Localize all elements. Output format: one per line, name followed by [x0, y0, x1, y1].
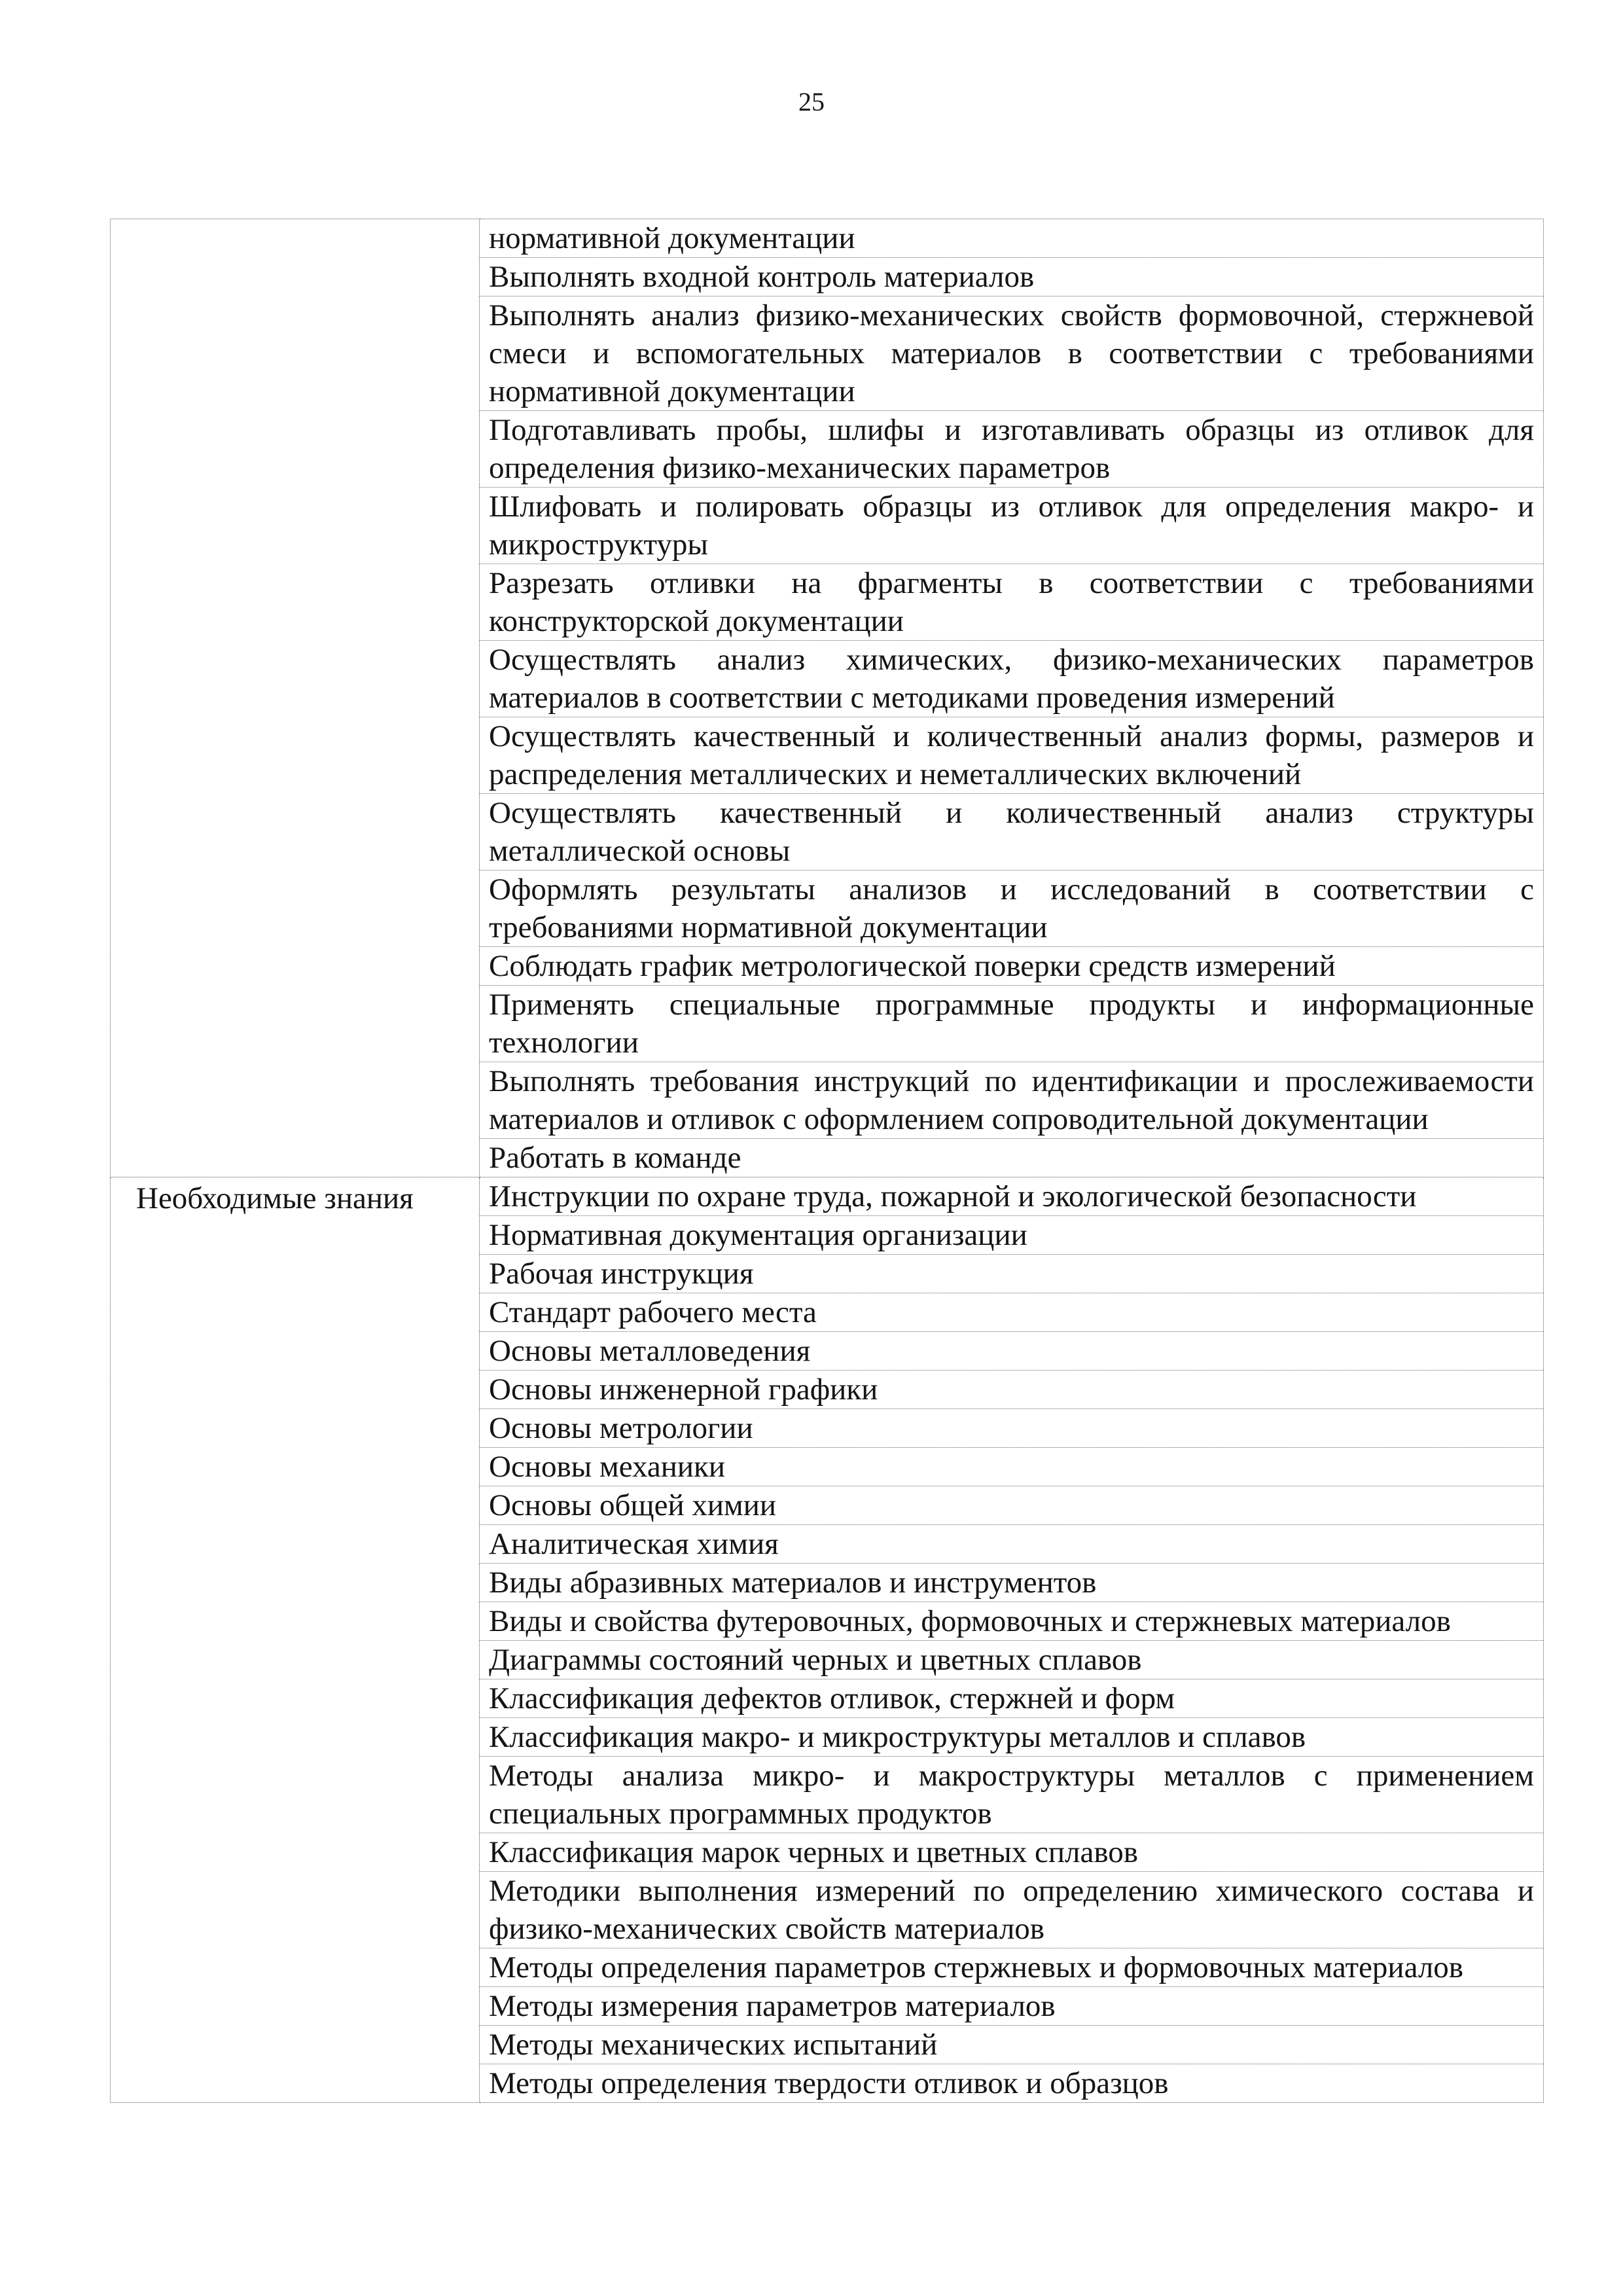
list-item: Стандарт рабочего места	[480, 1293, 1543, 1332]
list-item: Методы анализа микро- и макроструктуры металлов с применением специальных программных продуктов	[480, 1757, 1543, 1833]
list-item: Выполнять входной контроль материалов	[480, 258, 1543, 296]
list-item: Основы механики	[480, 1448, 1543, 1486]
list-item: Диаграммы состояний черных и цветных сплавов	[480, 1641, 1543, 1679]
list-item: Классификация дефектов отливок, стержней и форм	[480, 1679, 1543, 1718]
list-item: Шлифовать и полировать образцы из отливок для определения макро- и микроструктуры	[480, 488, 1543, 564]
list-item: Разрезать отливки на фрагменты в соответствии с требованиями конструкторской документации	[480, 564, 1543, 641]
list-item: Оформлять результаты анализов и исследований в соответствии с требованиями нормативной документации	[480, 870, 1543, 947]
list-item: Подготавливать пробы, шлифы и изготавливать образцы из отливок для определения физико-механических параметров	[480, 411, 1543, 488]
table-row-knowledge	[111, 1177, 1544, 2103]
list-item: Методы измерения параметров материалов	[480, 1987, 1543, 2026]
list-item: Выполнять требования инструкций по идентификации и прослеживаемости материалов и отливок с оформлением сопроводительной документации	[480, 1062, 1543, 1139]
list-item: Методы определения параметров стержневых и формовочных материалов	[480, 1948, 1543, 1987]
row-label: Необходимые знания	[136, 1181, 414, 1215]
list-item: Осуществлять анализ химических, физико-механических параметров материалов в соответствии с методиками проведения измерений	[480, 641, 1543, 717]
list-item: Основы общей химии	[480, 1486, 1543, 1525]
list-item: Основы металловедения	[480, 1332, 1543, 1371]
list-item: Применять специальные программные продукты и информационные технологии	[480, 986, 1543, 1062]
list-item: Рабочая инструкция	[480, 1255, 1543, 1293]
list-item: Виды и свойства футеровочных, формовочных и стержневых материалов	[480, 1602, 1543, 1641]
list-item: Нормативная документация организации	[480, 1216, 1543, 1255]
list-item: Методы механических испытаний	[480, 2026, 1543, 2064]
list-item: Методики выполнения измерений по определению химического состава и физико-механических свойств материалов	[480, 1872, 1543, 1948]
list-item: Осуществлять качественный и количественный анализ формы, размеров и распределения металлических и неметаллических включений	[480, 717, 1543, 794]
list-item: Аналитическая химия	[480, 1525, 1543, 1564]
list-item: Основы инженерной графики	[480, 1371, 1543, 1409]
table-body	[111, 219, 1544, 2103]
page-number: 25	[798, 87, 825, 117]
table-row-skills	[111, 219, 1544, 1177]
list-item: Инструкции по охране труда, пожарной и экологической безопасности	[480, 1177, 1543, 1216]
row-items-cell	[480, 219, 1544, 1177]
list-item: Выполнять анализ физико-механических свойств формовочной, стержневой смеси и вспомогательных материалов в соответствии с требованиями нормативной документации	[480, 296, 1543, 411]
list-item: Осуществлять качественный и количественный анализ структуры металлической основы	[480, 794, 1543, 870]
list-item: Виды абразивных материалов и инструментов	[480, 1564, 1543, 1602]
list-item: Основы метрологии	[480, 1409, 1543, 1448]
list-item: Классификация макро- и микроструктуры металлов и сплавов	[480, 1718, 1543, 1757]
list-item: Работать в команде	[489, 1141, 741, 1175]
requirements-table	[110, 219, 1544, 2103]
list-item: Соблюдать график метрологической поверки средств измерений	[480, 947, 1543, 986]
row-label	[111, 219, 479, 222]
row-items-cell	[480, 1177, 1544, 2103]
row-label-cell	[111, 1177, 480, 2103]
list-item: Методы определения твердости отливок и образцов	[489, 2066, 1169, 2100]
list-item: Классификация марок черных и цветных сплавов	[480, 1833, 1543, 1872]
list-item: нормативной документации	[480, 219, 1543, 258]
row-label-cell	[111, 219, 480, 1177]
